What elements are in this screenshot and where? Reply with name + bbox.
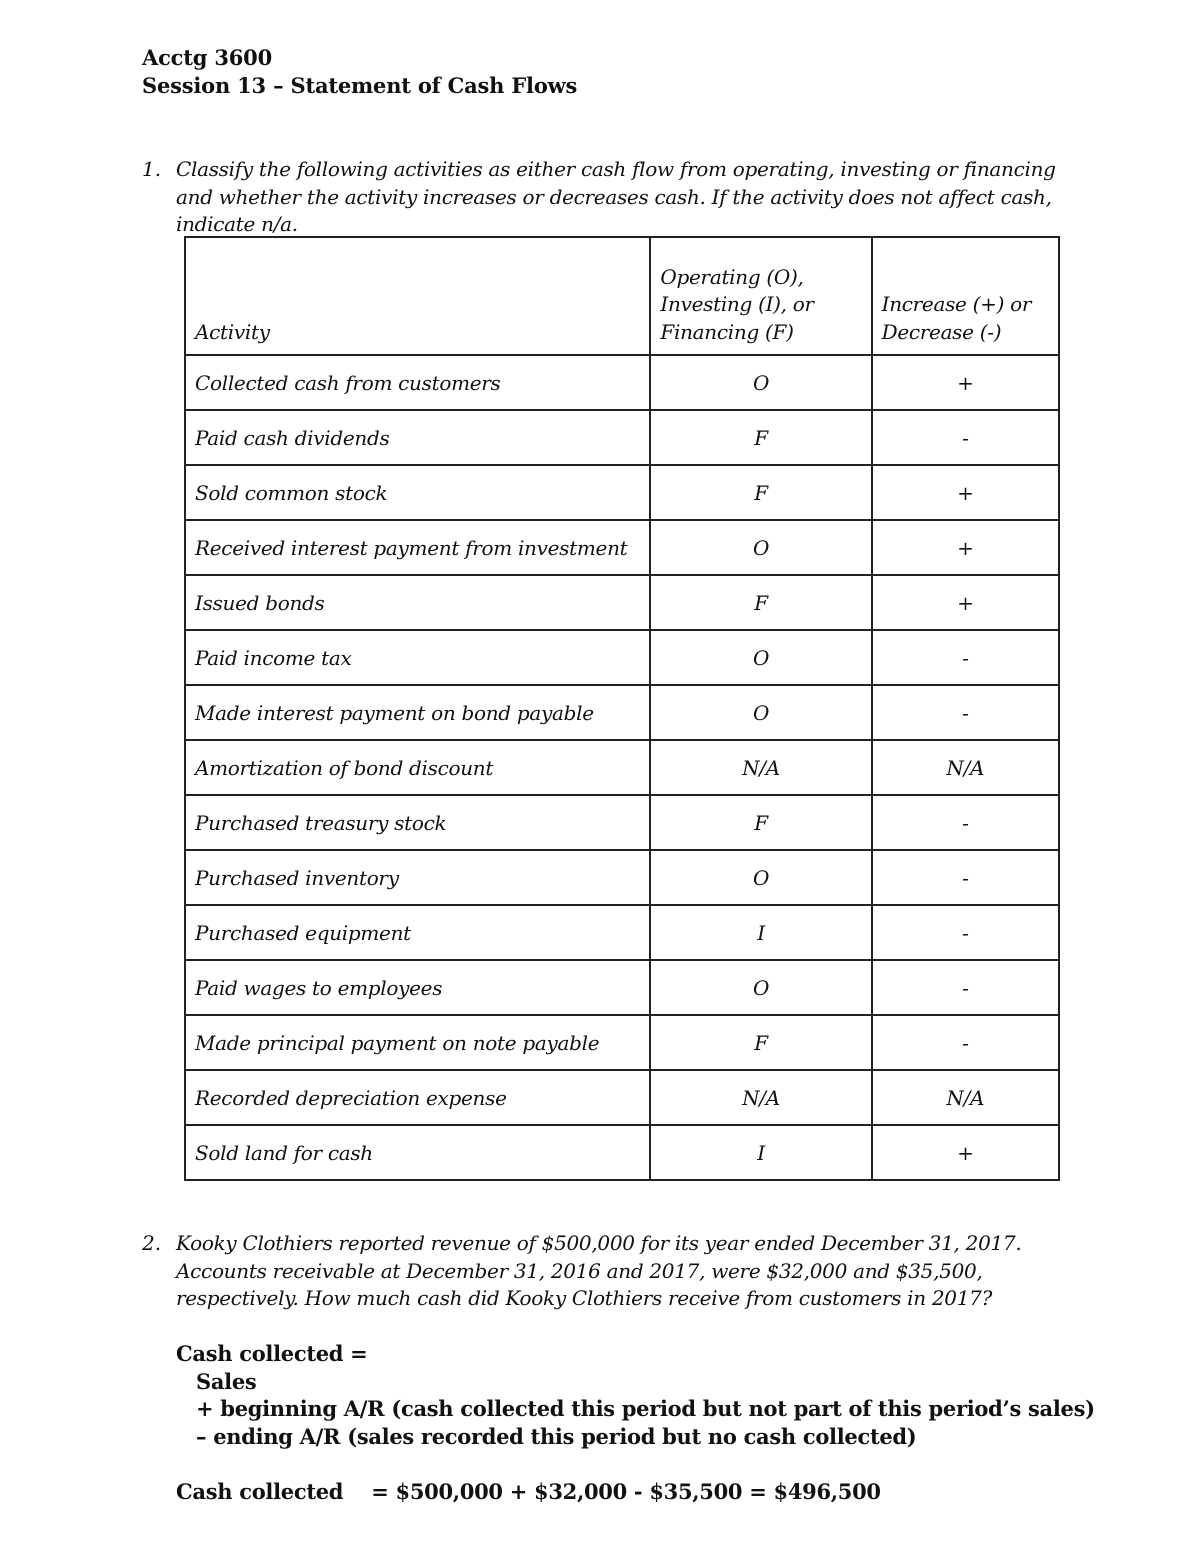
table-row xyxy=(185,465,1059,520)
activity-cell: Purchased inventory xyxy=(185,850,650,905)
header-category-line: Operating (O), xyxy=(660,264,804,289)
table-row xyxy=(185,630,1059,685)
cash-flow-classification-table xyxy=(184,236,1060,1181)
effect-cell: - xyxy=(872,905,1059,960)
question-2-line: Accounts receivable at December 31, 2016 and 2017, were $32,000 and $35,500, xyxy=(176,1258,983,1283)
activity-cell: Made principal payment on note payable xyxy=(185,1015,650,1070)
category-cell: O xyxy=(650,960,871,1015)
category-cell: I xyxy=(650,1125,871,1180)
effect-cell: N/A xyxy=(872,740,1059,795)
activity-cell: Paid income tax xyxy=(185,630,650,685)
formula-result: Cash collected = $500,000 + $32,000 - $35,500 = $496,500 xyxy=(176,1479,881,1504)
question-1-line: indicate n/a. xyxy=(176,212,298,236)
formula-sales: Sales xyxy=(196,1368,257,1394)
activity-cell: Purchased treasury stock xyxy=(185,795,650,850)
header-category xyxy=(650,237,871,355)
effect-cell: - xyxy=(872,960,1059,1015)
effect-cell: - xyxy=(872,685,1059,740)
category-cell: F xyxy=(650,575,871,630)
cash-collected-formula xyxy=(176,1340,1095,1450)
table-row xyxy=(185,685,1059,740)
formula-label: Cash collected = xyxy=(176,1341,368,1366)
effect-cell: - xyxy=(872,795,1059,850)
category-cell: F xyxy=(650,410,871,465)
question-1-text xyxy=(176,156,1056,239)
header-activity: Activity xyxy=(185,237,650,355)
effect-cell: - xyxy=(872,630,1059,685)
formula-plus-beginning-ar: + beginning A/R (cash collected this period but not part of this period’s sales) xyxy=(196,1396,1095,1421)
category-cell: F xyxy=(650,1015,871,1070)
question-2-number: 2. xyxy=(142,1231,162,1255)
table-row xyxy=(185,1015,1059,1070)
question-1-line: Classify the following activities as either cash flow from operating, investing or financing xyxy=(176,157,1056,181)
category-cell: F xyxy=(650,465,871,520)
category-cell: F xyxy=(650,795,871,850)
activity-cell: Sold common stock xyxy=(185,465,650,520)
activity-cell: Paid cash dividends xyxy=(185,410,650,465)
question-1-number: 1. xyxy=(142,157,162,181)
category-cell: N/A xyxy=(650,1070,871,1125)
formula-minus-ending-ar: – ending A/R (sales recorded this period but no cash collected) xyxy=(196,1423,917,1449)
table-row xyxy=(185,520,1059,575)
effect-cell: - xyxy=(872,410,1059,465)
activity-cell: Paid wages to employees xyxy=(185,960,650,1015)
effect-cell: + xyxy=(872,355,1059,410)
table-row xyxy=(185,575,1059,630)
category-cell: O xyxy=(650,520,871,575)
category-cell: O xyxy=(650,355,871,410)
effect-cell: N/A xyxy=(872,1070,1059,1125)
category-cell: O xyxy=(650,850,871,905)
table-row xyxy=(185,740,1059,795)
effect-cell: + xyxy=(872,1125,1059,1180)
table-row xyxy=(185,850,1059,905)
activity-cell: Received interest payment from investment xyxy=(185,520,650,575)
table-row xyxy=(185,1125,1059,1180)
question-1-line: and whether the activity increases or decreases cash. If the activity does not affect cash, xyxy=(176,184,1052,209)
question-2-text xyxy=(176,1230,1056,1313)
category-cell: N/A xyxy=(650,740,871,795)
effect-cell: - xyxy=(872,850,1059,905)
effect-cell: - xyxy=(872,1015,1059,1070)
table-row xyxy=(185,795,1059,850)
effect-cell: + xyxy=(872,575,1059,630)
table-header-row xyxy=(185,237,1059,355)
header-effect-line: Increase (+) or xyxy=(881,292,1032,316)
category-cell: O xyxy=(650,630,871,685)
activity-cell: Issued bonds xyxy=(185,575,650,630)
question-2-line: Kooky Clothiers reported revenue of $500,000 for its year ended December 31, 2017. xyxy=(176,1231,1022,1255)
header-effect xyxy=(872,237,1059,355)
activity-cell: Purchased equipment xyxy=(185,905,650,960)
activity-cell: Made interest payment on bond payable xyxy=(185,685,650,740)
category-cell: O xyxy=(650,685,871,740)
table-row xyxy=(185,410,1059,465)
question-2-line: respectively. How much cash did Kooky Clothiers receive from customers in 2017? xyxy=(176,1286,992,1310)
header-effect-line: Decrease (-) xyxy=(881,319,1002,344)
table-row xyxy=(185,355,1059,410)
session-title: Session 13 – Statement of Cash Flows xyxy=(142,73,578,98)
effect-cell: + xyxy=(872,465,1059,520)
cash-collected-result xyxy=(176,1478,881,1506)
activity-cell: Collected cash from customers xyxy=(185,355,650,410)
effect-cell: + xyxy=(872,520,1059,575)
table-row xyxy=(185,905,1059,960)
activity-cell: Recorded depreciation expense xyxy=(185,1070,650,1125)
category-cell: I xyxy=(650,905,871,960)
table-row xyxy=(185,960,1059,1015)
activity-cell: Amortization of bond discount xyxy=(185,740,650,795)
course-title: Acctg 3600 xyxy=(142,45,273,70)
activity-cell: Sold land for cash xyxy=(185,1125,650,1180)
header-category-line: Financing (F) xyxy=(660,319,794,344)
table-row xyxy=(185,1070,1059,1125)
header-category-line: Investing (I), or xyxy=(660,292,814,316)
